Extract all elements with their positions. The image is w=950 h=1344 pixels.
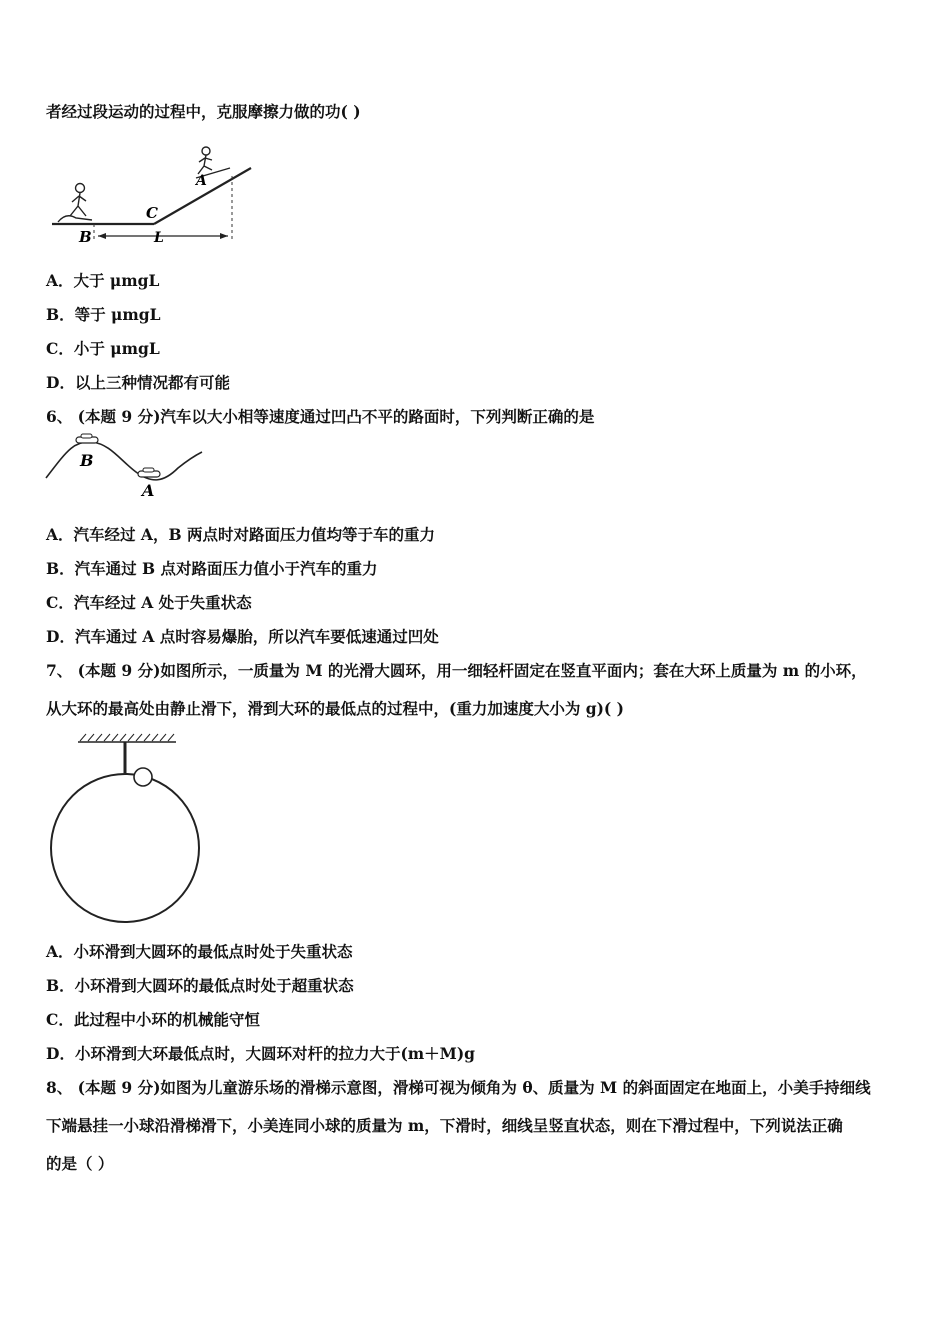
q6-option-c: C．汽车经过 A 处于失重状态 — [46, 593, 252, 612]
q8-stem-line1: 8、 (本题 9 分)如图为儿童游乐场的滑梯示意图，滑梯可视为倾角为 θ、质量为 M 的斜面固定在地面上，小美手持细线 — [46, 1078, 871, 1097]
label-c: C — [146, 204, 158, 222]
q6-option-d: D．汽车通过 A 点时容易爆胎，所以汽车要低速通过凹处 — [46, 627, 439, 646]
q5-option-a: A．大于 μmgL — [46, 271, 160, 290]
big-ring — [51, 774, 199, 922]
q7-option-c: C．此过程中小环的机械能守恒 — [46, 1010, 260, 1029]
q6-figure-road — [44, 432, 206, 502]
q7-option-b: B．小环滑到大圆环的最低点时处于超重状态 — [46, 976, 354, 995]
label-b: B — [80, 451, 94, 470]
label-a: A — [196, 173, 207, 189]
q6-option-b: B．汽车通过 B 点对路面压力值小于汽车的重力 — [46, 559, 378, 578]
road-curve — [46, 442, 202, 480]
q8-stem-line3: 的是（ ） — [46, 1154, 114, 1173]
q5-option-c: C．小于 μmgL — [46, 339, 160, 358]
q5-figure-slope — [46, 138, 261, 260]
q6-stem: 6、 (本题 9 分)汽车以大小相等速度通过凹凸不平的路面时，下列判断正确的是 — [46, 407, 595, 426]
label-a: A — [142, 481, 155, 500]
small-ring — [134, 768, 152, 786]
q7-option-d: D．小环滑到大环最低点时，大圆环对杆的拉力大于(m＋M)g — [46, 1044, 476, 1063]
q5-option-d: D．以上三种情况都有可能 — [46, 373, 230, 392]
label-b: B — [79, 228, 92, 246]
q5-option-b: B．等于 μmgL — [46, 305, 161, 324]
q7-stem-line1: 7、 (本题 9 分)如图所示，一质量为 M 的光滑大圆环，用一细轻杆固定在竖直平面内；套在大环上质量为 m 的小环， — [46, 661, 867, 680]
q7-figure-ring — [44, 730, 204, 926]
car-a-icon — [138, 468, 160, 477]
q5-stem-tail: 者经过段运动的过程中，克服摩擦力做的功( ) — [46, 102, 361, 121]
q7-stem-line2: 从大环的最高处由静止滑下，滑到大环的最低点的过程中，(重力加速度大小为 g)( ) — [46, 699, 624, 718]
q8-stem-line2: 下端悬挂一小球沿滑梯滑下，小美连同小球的质量为 m，下滑时，细线呈竖直状态，则在下滑过程中，下列说法正确 — [46, 1116, 843, 1135]
q7-option-a: A．小环滑到大圆环的最低点时处于失重状态 — [46, 942, 353, 961]
label-l: L — [154, 230, 164, 246]
car-b-icon — [76, 434, 98, 443]
q6-option-a: A．汽车经过 A，B 两点时对路面压力值均等于车的重力 — [46, 525, 435, 544]
